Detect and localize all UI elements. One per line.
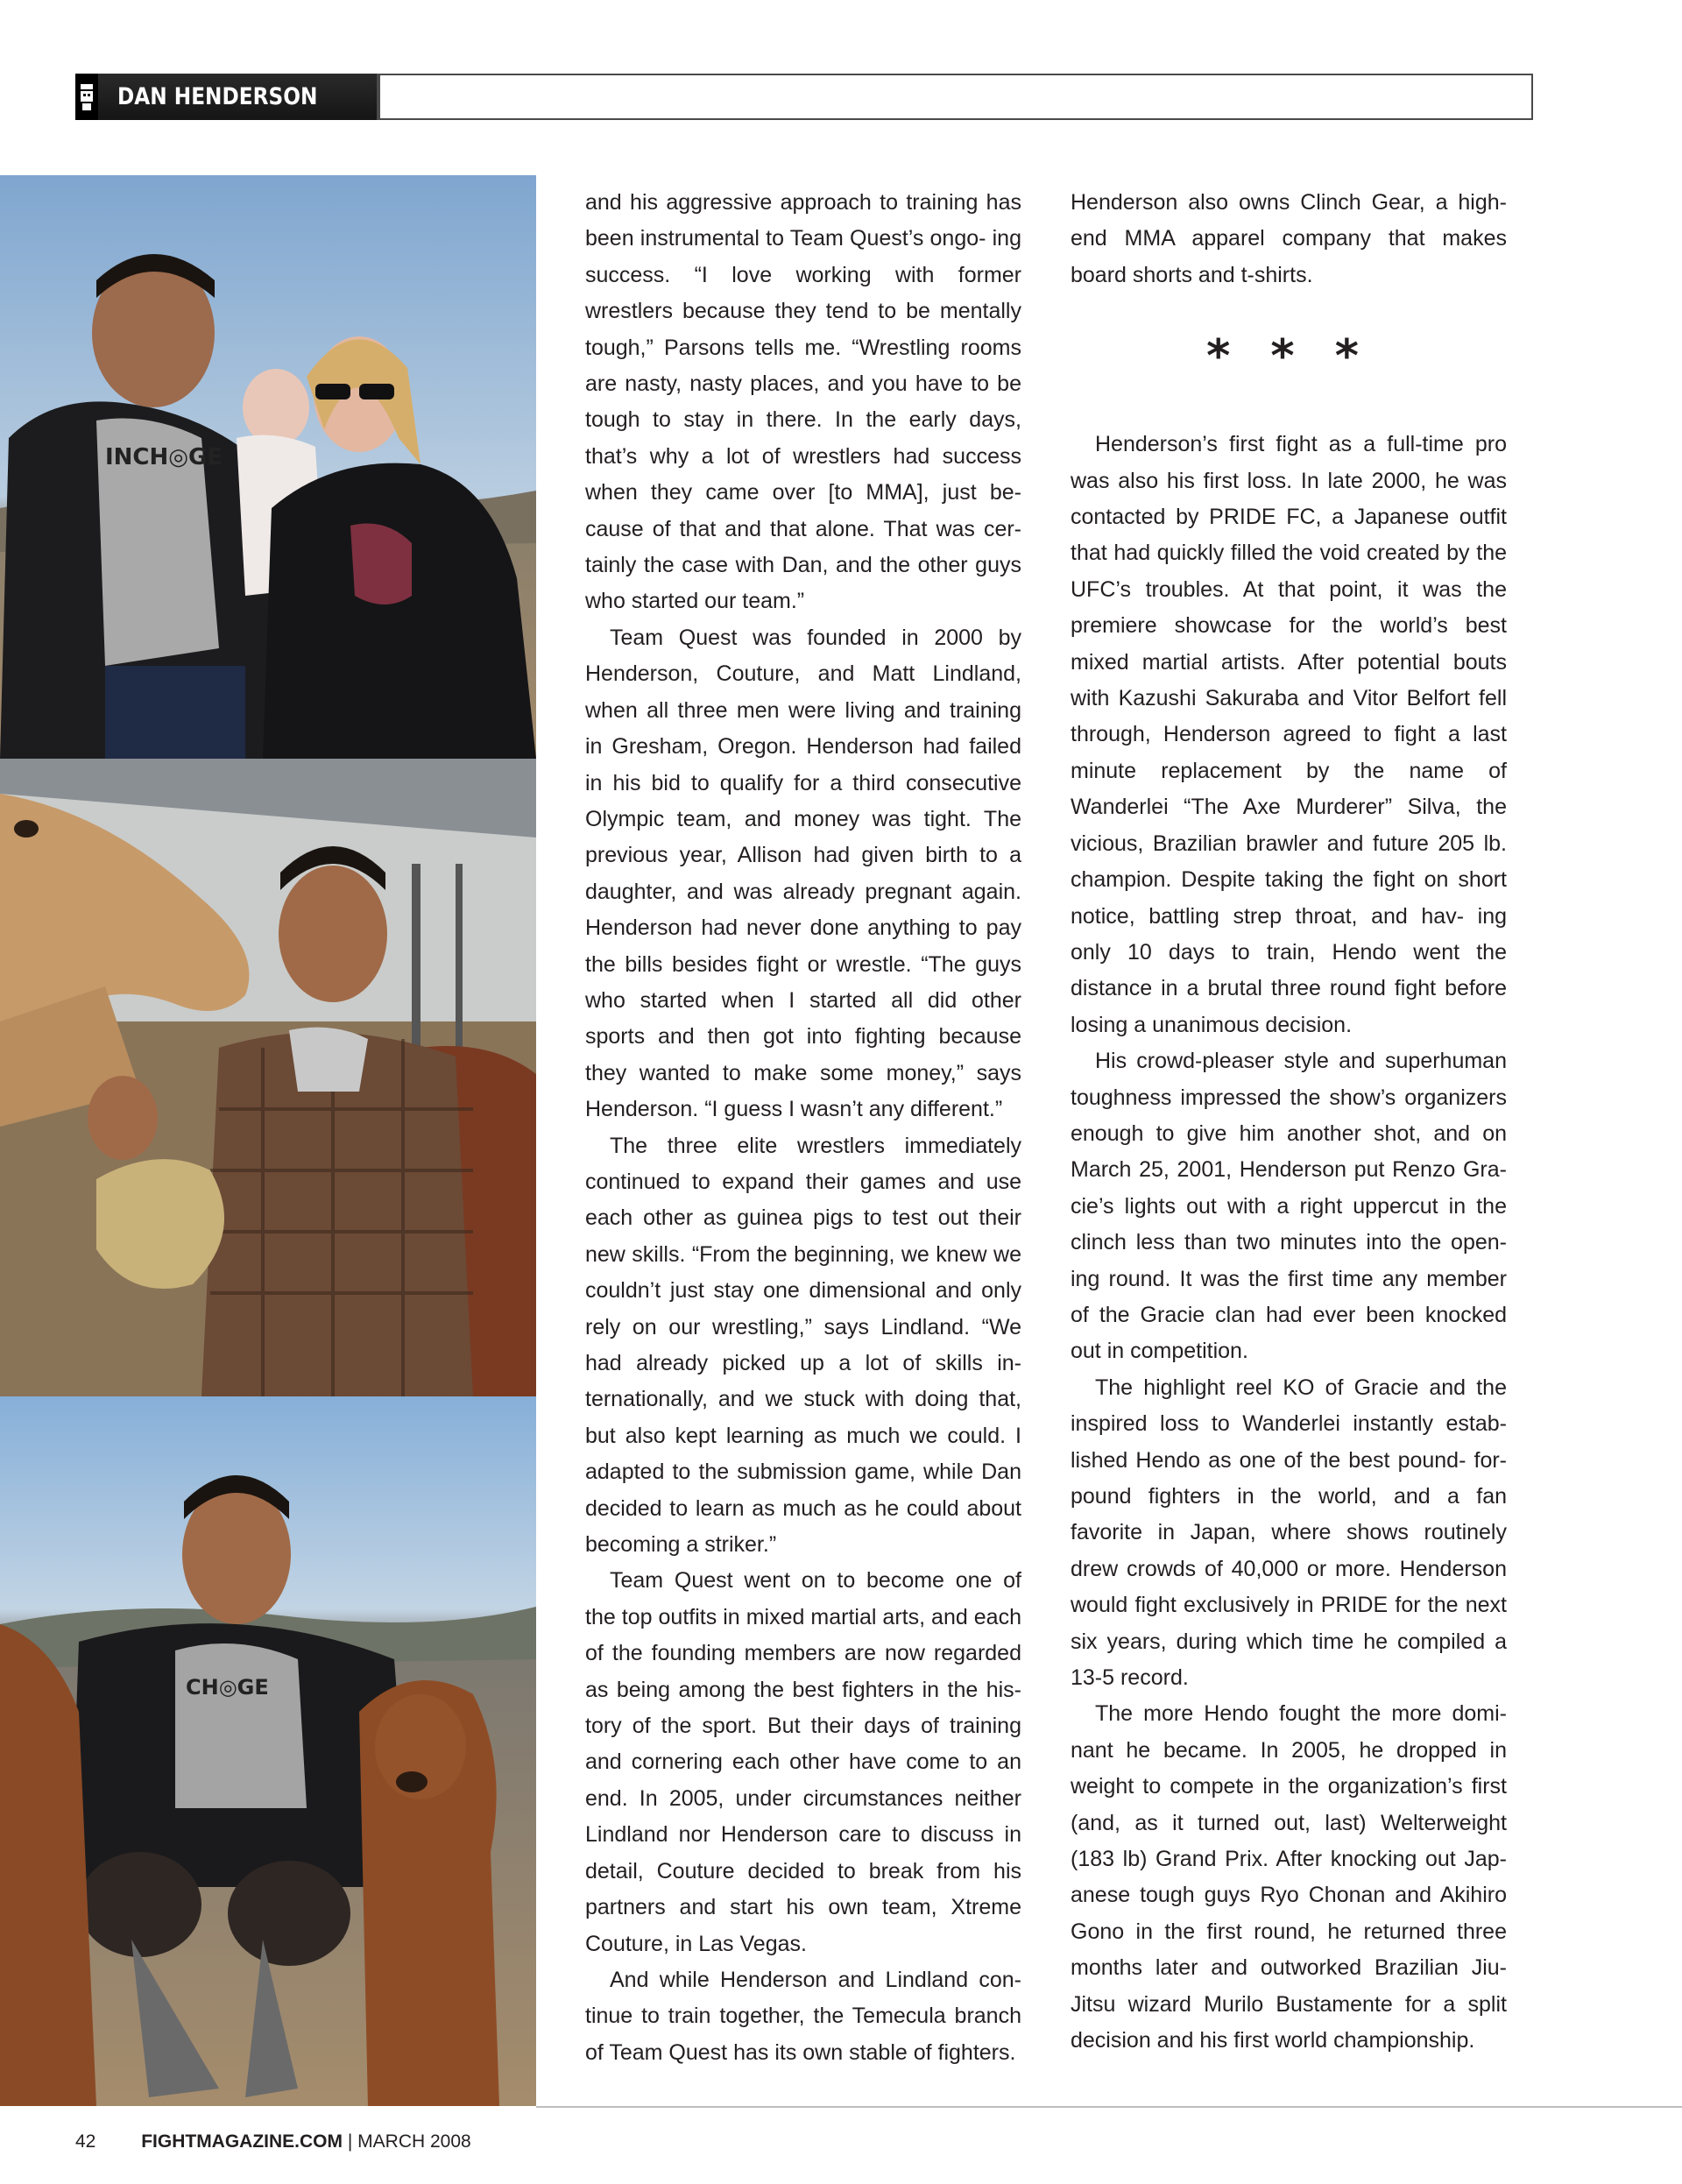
article-column-2: [1071, 185, 1507, 2060]
article-paragraph: Team Quest was founded in 2000 by Henderson, Couture, and Matt Lindland, when all three men were living and training in Gresham, Oregon. Henderson had failed in his bid to qualify for a third consecutive Olympic team, and money was tight. The previous year, Allison had given birth to a daughter, and was already pregnant again. Henderson had never done anything to pay the bills besides fight or wrestle. “The guys who started when I started all did other sports and then got into fighting because they wanted to make some money,” says Henderson. “I guess I wasn’t any different.”: [585, 625, 1021, 1122]
article-paragraph: And while Henderson and Lindland con- tinue to train together, the Temecula branch of Team Quest has its own stable of fighters.: [585, 1967, 1021, 2065]
section-separator: * * *: [1206, 330, 1371, 384]
header-title: DAN HENDERSON: [117, 83, 318, 110]
page-footer: [75, 2131, 471, 2152]
photo-horse: [0, 759, 536, 1396]
article-paragraph: The highlight reel KO of Gracie and the inspired loss to Wanderlei instantly estab- lished Hendo as one of the best pound- for-pound fighters in the world, and a fan favorite in Japan, where shows routinely drew crowds of 40,000 or more. Henderson would fight exclusively in PRIDE for the next six years, during which time he compiled a 13-5 record.: [1071, 1375, 1507, 1691]
article-paragraph: Henderson also owns Clinch Gear, a high- end MMA apparel company that makes board shorts and t-shirts.: [1071, 190, 1507, 287]
article-paragraph: and his aggressive approach to training has been instrumental to Team Quest’s ongo- ing success. “I love working with former wrestlers because they tend to be mentally tough,” Parsons tells me. “Wrestling rooms are nasty, nasty places, and you have to be tough to stay in there. In the early days, that’s why a lot of wrestlers had success when they came over [to MMA], just be- cause of that and that alone. That was cer- tainly the case with Dan, and the other guys who started our team.”: [585, 190, 1021, 614]
photo-family: [0, 175, 536, 759]
page-number: 42: [75, 2131, 96, 2152]
footer-separator: |: [347, 2131, 353, 2152]
article-paragraph: His crowd-pleaser style and superhuman toughness impressed the show’s organizers enough to give him another shot, and on March 25, 2001, Henderson put Renzo Gra- cie’s lights out with a right uppercut in the clinch less than two minutes into the open- ing round. It was the first time any member of the Gracie clan had ever been knocked out in competition.: [1071, 1049, 1507, 1364]
photo-dogs: [0, 1396, 536, 2106]
article-paragraph: The more Hendo fought the more domi- nant he became. In 2005, he dropped in weight to compete in the organization’s first (and, as it turned out, last) Welterweight (183 lb) Grand Prix. After knocking out Jap- anese tough guys Ryo Chonan and Akihiro Gono in the first round, he returned three months later and outworked Brazilian Jiu- Jitsu wizard Murilo Bustamente for a split decision and his first world championship.: [1071, 1701, 1507, 2053]
article-column-1: [585, 185, 1021, 2071]
footer-site: FIGHTMAGAZINE.COM: [141, 2131, 343, 2152]
footer-issue: MARCH 2008: [357, 2131, 471, 2152]
article-paragraph: Team Quest went on to become one of the top outfits in mixed martial arts, and each of the founding members are now regarded as being among the best fighters in the his- tory of the sport. But their days of training and cornering each other have come to an end. In 2005, under circumstances neither Lindland nor Henderson care to discuss in detail, Couture decided to break from his partners and start his own team, Xtreme Couture, in Las Vegas.: [585, 1568, 1021, 1956]
article-paragraph: Henderson’s first fight as a full-time pro was also his first loss. In late 2000, he was contacted by PRIDE FC, a Japanese outfit that had quickly filled the void created by the UFC’s troubles. At that point, it was the premiere showcase for the world’s best mixed martial artists. After potential bouts with Kazushi Sakuraba and Vitor Belfort fell through, Henderson agreed to fight a last minute replacement by the name of Wanderlei “The Axe Murderer” Silva, the vicious, Brazilian brawler and future 205 lb. champion. Despite taking the fight on short notice, battling strep throat, and hav- ing only 10 days to train, Hendo went the distance in a brutal three round fight before losing a unanimous decision.: [1071, 432, 1507, 1037]
svg-text:CH◎GE: CH◎GE: [186, 1675, 269, 1700]
fighter-head-icon: [75, 74, 98, 120]
svg-text:INCH◎GE: INCH◎GE: [105, 444, 223, 470]
header-label: [75, 74, 377, 120]
section-header: [75, 74, 1533, 120]
footer-rule: [536, 2106, 1682, 2108]
article-paragraph: The three elite wrestlers immediately continued to expand their games and use each other as guinea pigs to test out their new skills. “From the beginning, we knew we couldn’t just stay one dimensional and only rely on our wrestling,” says Lindland. “We had already picked up a lot of skills in- ternationally, and we stuck with doing that, but also kept learning as much we could. I adapted to the submission game, while Dan decided to learn as much as he could about becoming a striker.”: [585, 1133, 1021, 1558]
header-empty-box: [377, 74, 1533, 120]
